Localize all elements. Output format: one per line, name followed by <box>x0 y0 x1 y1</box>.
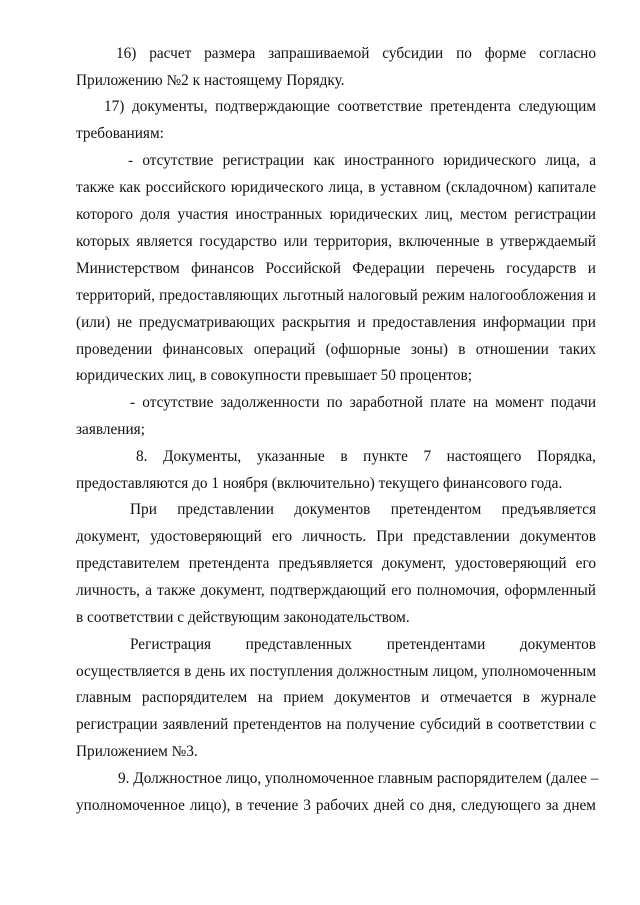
text-line: При представлении документов претендентом предъявляется <box>130 501 596 518</box>
text-line: уполномоченное лицо), в течение 3 рабочих дней со дня, следующего за днем <box>76 797 596 814</box>
text-line: Министерством финансов Российской Федерации перечень государств и <box>76 260 596 277</box>
text-line: 17) документы, подтверждающие соответствие претендента следующим <box>104 98 596 115</box>
text-line: которого доля участия иностранных юридических лиц, местом регистрации <box>76 206 596 223</box>
text-line: юридических лиц, в совокупности превышает 50 процентов; <box>76 367 472 384</box>
text-line: в соответствии с действующим законодательством. <box>76 609 410 626</box>
text-line: требованиям: <box>76 125 164 142</box>
text-line: заявления; <box>76 421 145 438</box>
text-line: 9. Должностное лицо, уполномоченное главным распорядителем (далее – <box>118 770 599 787</box>
text-line: документ, удостоверяющий его личность. При представлении документов <box>76 528 596 545</box>
text-line: 8. Документы, указанные в пункте 7 настоящего Порядка, <box>136 448 596 465</box>
text-line: 16) расчет размера запрашиваемой субсидии по форме согласно <box>116 45 596 62</box>
text-line: - отсутствие задолженности по заработной плате на момент подачи <box>130 394 596 411</box>
text-line: регистрации заявлений претендентов на получение субсидий в соответствии с <box>76 716 596 733</box>
text-line: главным распорядителем на прием документов и отмечается в журнале <box>76 689 596 706</box>
text-line: Приложением №3. <box>76 743 198 760</box>
text-line: Приложению №2 к настоящему Порядку. <box>76 72 345 89</box>
text-line: осуществляется в день их поступления должностным лицом, уполномоченным <box>76 663 596 680</box>
text-line: - отсутствие регистрации как иностранного юридического лица, а <box>128 152 596 169</box>
text-line: (или) не предусматривающих раскрытия и предоставления информации при <box>76 314 596 331</box>
text-line: представителем претендента предъявляется документ, удостоверяющий его <box>76 555 596 572</box>
text-line: которых является государство или территория, включенные в утверждаемый <box>76 233 596 250</box>
text-line: также как российского юридического лица, в уставном (складочном) капитале <box>76 179 596 196</box>
text-line: личность, а также документ, подтверждающий его полномочия, оформленный <box>76 582 596 599</box>
text-line: предоставляются до 1 ноября (включительно) текущего финансового года. <box>76 475 563 492</box>
text-line: территорий, предоставляющих льготный налоговый режим налогообложения и <box>76 287 596 304</box>
text-line: Регистрация представленных претендентами документов <box>130 636 596 653</box>
text-line: проведении финансовых операций (офшорные зоны) в отношении таких <box>76 341 596 358</box>
